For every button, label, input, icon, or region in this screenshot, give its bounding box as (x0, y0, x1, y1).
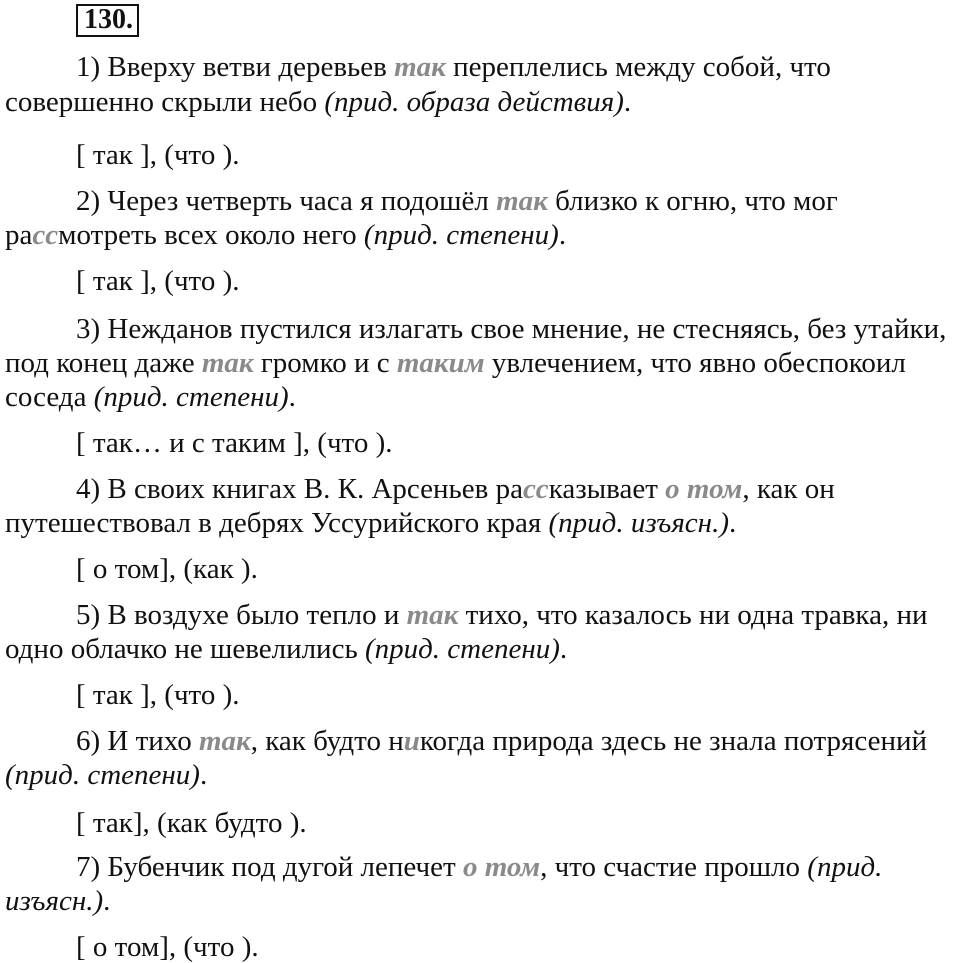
sentence-2-scheme: [ так ], (что ). (76, 265, 240, 297)
highlight-word: так (496, 185, 548, 217)
highlight-letters: и (403, 725, 420, 757)
sentence-5-scheme: [ так ], (что ). (76, 679, 240, 711)
sentence-1-scheme: [ так ], (что ). (76, 139, 240, 171)
clause-type-note: изъясн.) (5, 885, 104, 917)
highlight-word: о том (665, 473, 743, 505)
sentence-4-line-2: путешествовал в дебрях Уссурийского края (прид. изъясн.). (5, 507, 737, 539)
clause-type-note: (прид. степени) (93, 381, 289, 413)
clause-type-note: (прид. образа действия) (324, 86, 624, 118)
sentence-4-line-1: 4) В своих книгах В. К. Арсеньев рассказывает о том, как он (76, 473, 835, 505)
highlight-word: о том (462, 851, 541, 883)
sentence-6-line-2: (прид. степени). (5, 759, 208, 791)
highlight-word: так (406, 599, 459, 631)
sentence-5-line-2: одно облачко не шевелились (прид. степени). (5, 633, 568, 665)
highlight-word: так (198, 725, 251, 757)
highlight-word: таким (396, 347, 485, 379)
clause-type-note: (прид. (807, 851, 883, 883)
sentence-5-line-1: 5) В воздухе было тепло и так тихо, что казалось ни одна травка, ни (76, 599, 928, 631)
sentence-3-line-1: 3) Нежданов пустился излагать свое мнение, не стесняясь, без утайки, (76, 313, 947, 345)
sentence-3-scheme: [ так… и с таким ], (что ). (76, 427, 393, 459)
sentence-7-line-2: изъясн.). (5, 885, 111, 917)
sentence-4-scheme: [ о том], (как ). (76, 553, 258, 585)
clause-type-note: (прид. изъясн.) (548, 507, 729, 539)
sentence-7-line-1: 7) Бубенчик под дугой лепечет о том, что счастие прошло (прид. (76, 851, 883, 883)
highlight-letters: сс (32, 219, 59, 251)
sentence-3-line-2: под конец даже так громко и с таким увлечением, что явно обеспокоил (5, 347, 906, 379)
sentence-3-line-3: соседа (прид. степени). (5, 381, 296, 413)
clause-type-note: (прид. степени) (363, 219, 559, 251)
highlight-word: так (394, 51, 446, 83)
clause-type-note: (прид. степени) (364, 633, 560, 665)
highlight-letters: сс (522, 473, 549, 505)
sentence-6-scheme: [ так], (как будто ). (76, 807, 307, 839)
sentence-7-scheme: [ о том], (что ). (76, 931, 259, 963)
highlight-word: так (201, 347, 254, 379)
sentence-2-line-1: 2) Через четверть часа я подошёл так близко к огню, что мог (76, 185, 838, 217)
clause-type-note: (прид. степени) (5, 759, 200, 791)
sentence-2-line-2: рассмотреть всех около него (прид. степени). (5, 219, 567, 251)
sentence-6-line-1: 6) И тихо так, как будто никогда природа здесь не знала потрясений (76, 725, 928, 757)
exercise-number: 130. (76, 4, 139, 37)
sentence-1-line-1: 1) Вверху ветви деревьев так переплелись между собой, что (76, 51, 831, 83)
sentence-1-line-2: совершенно скрыли небо (прид. образа действия). (5, 86, 632, 118)
